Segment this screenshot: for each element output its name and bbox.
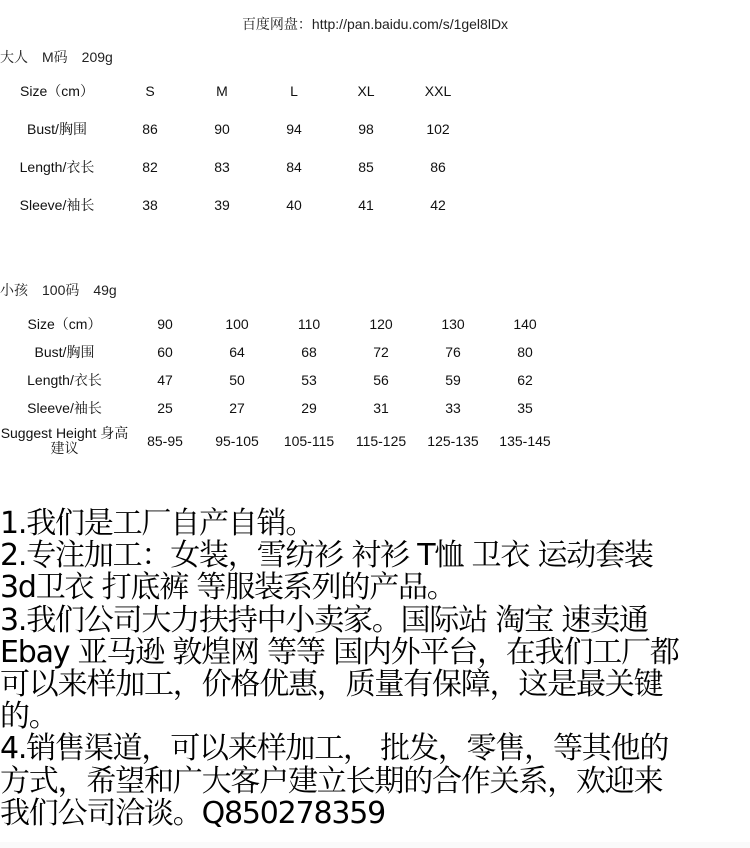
- table-cell: 42: [430, 197, 446, 213]
- table-cell: 62: [517, 372, 533, 388]
- table-cell: 47: [157, 372, 173, 388]
- table-row: [0, 148, 474, 186]
- table-cell: 56: [373, 372, 389, 388]
- table-row: [0, 186, 474, 224]
- table-cell: 102: [426, 121, 450, 137]
- table-cell: 85: [358, 159, 374, 175]
- description-line: 3.我们公司大力扶持中小卖家。国际站 淘宝 速卖通: [0, 602, 648, 638]
- table-cell: 33: [445, 400, 461, 416]
- row-label: Sleeve/袖长: [27, 400, 102, 416]
- adult-title-weight: 209g: [81, 49, 113, 65]
- table-row-height: [0, 422, 561, 460]
- table-cell: 95-105: [215, 433, 259, 449]
- table-header-row: [0, 72, 474, 110]
- size-header-cell: S: [145, 83, 155, 99]
- table-cell: 50: [229, 372, 245, 388]
- bottom-divider: [0, 842, 750, 848]
- table-cell: 80: [517, 344, 533, 360]
- row-label: Bust/胸围: [34, 344, 95, 360]
- row-label: Bust/胸围: [27, 121, 87, 137]
- table-cell: 94: [286, 121, 302, 137]
- description-line: 方式，希望和广大客户建立长期的合作关系，欢迎来: [0, 763, 663, 799]
- table-cell: 83: [214, 159, 230, 175]
- size-header-cell: L: [290, 83, 298, 99]
- table-cell: 72: [373, 344, 389, 360]
- description-line: 我们公司洽谈。Q850278359: [0, 795, 385, 831]
- size-header-cell: 100: [225, 316, 249, 332]
- adult-title-label: 大人: [0, 49, 28, 65]
- table-row: [0, 394, 561, 422]
- row-label: Length/衣长: [27, 372, 102, 388]
- table-cell: 135-145: [499, 433, 551, 449]
- kid-size-table: [0, 310, 561, 460]
- description-line: 2.专注加工：女装，雪纺衫 衬衫 T恤 卫衣 运动套装: [0, 538, 653, 574]
- table-cell: 53: [301, 372, 317, 388]
- size-header-cell: XXL: [424, 83, 452, 99]
- adult-size-table: [0, 72, 474, 224]
- size-header-cell: 120: [369, 316, 393, 332]
- table-row: [0, 338, 561, 366]
- kid-title-label: 小孩: [0, 282, 28, 298]
- table-cell: 35: [517, 400, 533, 416]
- size-header-cell: XL: [357, 83, 375, 99]
- table-row: [0, 110, 474, 148]
- size-header-label: Size（cm）: [20, 83, 94, 99]
- size-header-cell: 90: [157, 316, 173, 332]
- table-cell: 40: [286, 197, 302, 213]
- size-header-cell: 110: [297, 316, 321, 332]
- table-row: [0, 366, 561, 394]
- adult-section-title: [0, 47, 127, 67]
- description-line: 可以来样加工，价格优惠，质量有保障，这是最关键: [0, 667, 663, 703]
- table-cell: 59: [445, 372, 461, 388]
- size-header-cell: 140: [513, 316, 537, 332]
- size-header-label: Size（cm）: [27, 316, 102, 332]
- table-cell: 84: [286, 159, 302, 175]
- table-cell: 85-95: [147, 433, 183, 449]
- description-line: Ebay 亚马逊 敦煌网 等等 国内外平台，在我们工厂都: [0, 634, 679, 670]
- table-cell: 98: [358, 121, 374, 137]
- description-line: 4.销售渠道，可以来样加工， 批发，零售，等其他的: [0, 731, 669, 767]
- table-cell: 86: [142, 121, 158, 137]
- table-cell: 27: [229, 400, 245, 416]
- description-text: [0, 508, 750, 830]
- table-cell: 86: [430, 159, 446, 175]
- netdisk-link: 百度网盘：http://pan.baidu.com/s/1gel8lDx: [241, 16, 509, 32]
- table-cell: 76: [445, 344, 461, 360]
- table-cell: 29: [301, 400, 317, 416]
- table-cell: 31: [373, 400, 389, 416]
- kid-title-size: 100码: [42, 282, 80, 298]
- table-cell: 60: [157, 344, 173, 360]
- table-cell: 39: [214, 197, 230, 213]
- table-cell: 82: [142, 159, 158, 175]
- row-label: Sleeve/袖长: [19, 197, 95, 213]
- row-label: Suggest Height 身高建议: [0, 425, 129, 456]
- table-header-row: [0, 310, 561, 338]
- size-header-cell: 130: [441, 316, 465, 332]
- table-cell: 115-125: [355, 433, 407, 449]
- row-label: Length/衣长: [19, 159, 95, 175]
- table-cell: 90: [214, 121, 230, 137]
- kid-title-weight: 49g: [93, 282, 117, 298]
- kid-section-title: [0, 280, 131, 300]
- description-line: 的。: [0, 699, 58, 735]
- description-line: 3d卫衣 打底裤 等服装系列的产品。: [0, 570, 456, 606]
- table-cell: 105-115: [283, 433, 335, 449]
- table-cell: 41: [358, 197, 374, 213]
- table-cell: 68: [301, 344, 317, 360]
- table-cell: 38: [142, 197, 158, 213]
- adult-title-size: M码: [42, 49, 68, 65]
- table-cell: 64: [229, 344, 245, 360]
- description-line: 1.我们是工厂自产自销。: [0, 506, 315, 541]
- table-cell: 125-135: [427, 433, 479, 449]
- table-cell: 25: [157, 400, 173, 416]
- size-header-cell: M: [216, 83, 228, 99]
